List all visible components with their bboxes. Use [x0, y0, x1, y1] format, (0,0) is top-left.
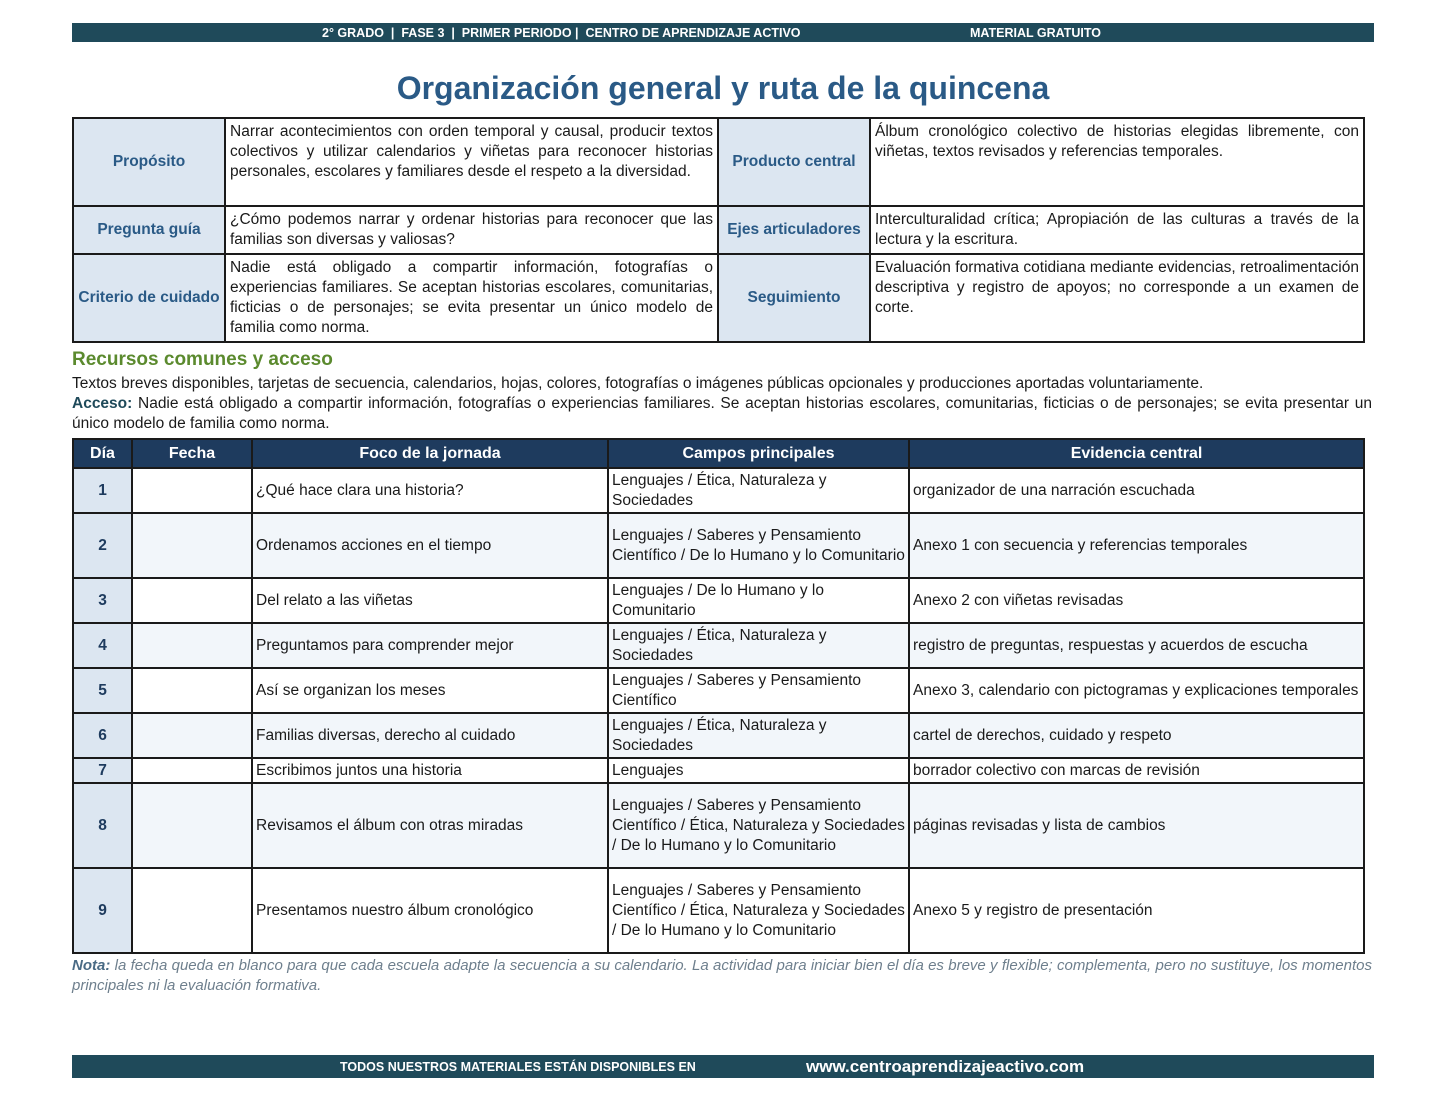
- table-row: [73, 758, 1364, 783]
- note-label: Nota:: [72, 957, 111, 974]
- proposito-text: Narrar acontecimientos con orden temporal y causal, producir textos colectivos y utilizar calendarios y viñetas para reconocer historias personales, escolares y familiares desde el respeto a la diversidad.: [225, 118, 718, 206]
- col-header-campos: Campos principales: [608, 439, 909, 468]
- page-title: Organización general y ruta de la quincena: [396, 70, 1050, 106]
- producto-text: Álbum cronológico colectivo de historias elegidas libremente, con viñetas, textos revisados y referencias temporales.: [870, 118, 1364, 206]
- evidence-cell: páginas revisadas y lista de cambios: [909, 783, 1364, 868]
- focus-cell: Escribimos juntos una historia: [252, 758, 608, 783]
- seguimiento-label: Seguimiento: [718, 254, 870, 342]
- table-row: [73, 783, 1364, 868]
- focus-cell: Presentamos nuestro álbum cronológico: [252, 868, 608, 953]
- date-cell: [132, 513, 252, 578]
- criterio-text: Nadie está obligado a compartir información, fotografías o experiencias familiares. Se aceptan historias escolares, comunitarias, ficticias o de personajes; se evita presentar un único modelo de familia como norma.: [225, 254, 718, 342]
- day-cell: 1: [73, 468, 132, 513]
- pregunta-label: Pregunta guía: [73, 206, 225, 254]
- date-cell: [132, 713, 252, 758]
- proposito-label: Propósito: [73, 118, 225, 206]
- fields-cell: Lenguajes / Ética, Naturaleza y Sociedades: [608, 623, 909, 668]
- focus-cell: Así se organizan los meses: [252, 668, 608, 713]
- resources-title: Recursos comunes y acceso: [72, 349, 333, 370]
- table-row: [73, 513, 1364, 578]
- day-cell: 9: [73, 868, 132, 953]
- fields-cell: Lenguajes / Ética, Naturaleza y Sociedades: [608, 713, 909, 758]
- header-bar: [72, 23, 1374, 42]
- evidence-cell: Anexo 3, calendario con pictogramas y explicaciones temporales: [909, 668, 1364, 713]
- fields-cell: Lenguajes: [608, 758, 909, 783]
- table-row: [73, 623, 1364, 668]
- date-cell: [132, 783, 252, 868]
- seguimiento-text: Evaluación formativa cotidiana mediante evidencias, retroalimentación descriptiva y registro de apoyos; no corresponde a un examen de corte.: [870, 254, 1364, 342]
- ejes-text: Interculturalidad crítica; Apropiación de las culturas a través de la lectura y la escritura.: [870, 206, 1364, 254]
- day-cell: 3: [73, 578, 132, 623]
- fields-cell: Lenguajes / Saberes y Pensamiento Científico / Ética, Naturaleza y Sociedades / De lo Humano y lo Comunitario: [608, 868, 909, 953]
- col-header-foco: Foco de la jornada: [252, 439, 608, 468]
- access-label: Acceso:: [72, 395, 133, 412]
- fields-cell: Lenguajes / De lo Humano y lo Comunitario: [608, 578, 909, 623]
- focus-cell: Del relato a las viñetas: [252, 578, 608, 623]
- col-header-evidencia: Evidencia central: [909, 439, 1364, 468]
- resources-text: [72, 374, 1372, 434]
- table-row: [73, 713, 1364, 758]
- day-cell: 7: [73, 758, 132, 783]
- table-row: [73, 868, 1364, 953]
- col-header-fecha: Fecha: [132, 439, 252, 468]
- day-cell: 5: [73, 668, 132, 713]
- plan-table: [72, 438, 1365, 954]
- note: [72, 956, 1372, 996]
- focus-cell: ¿Qué hace clara una historia?: [252, 468, 608, 513]
- focus-cell: Familias diversas, derecho al cuidado: [252, 713, 608, 758]
- evidence-cell: organizador de una narración escuchada: [909, 468, 1364, 513]
- criterio-label: Criterio de cuidado: [73, 254, 225, 342]
- header-free-material: MATERIAL GRATUITO: [970, 25, 1102, 40]
- table-row: [73, 578, 1364, 623]
- info-table: [72, 117, 1365, 343]
- resources-description: Textos breves disponibles, tarjetas de secuencia, calendarios, hojas, colores, fotografías o imágenes públicas opcionales y producciones aportadas voluntariamente.: [72, 375, 1204, 392]
- evidence-cell: Anexo 2 con viñetas revisadas: [909, 578, 1364, 623]
- date-cell: [132, 623, 252, 668]
- focus-cell: Revisamos el álbum con otras miradas: [252, 783, 608, 868]
- fields-cell: Lenguajes / Saberes y Pensamiento Científico: [608, 668, 909, 713]
- ejes-label: Ejes articuladores: [718, 206, 870, 254]
- evidence-cell: Anexo 1 con secuencia y referencias temporales: [909, 513, 1364, 578]
- col-header-dia: Día: [73, 439, 132, 468]
- evidence-cell: cartel de derechos, cuidado y respeto: [909, 713, 1364, 758]
- date-cell: [132, 468, 252, 513]
- date-cell: [132, 578, 252, 623]
- fields-cell: Lenguajes / Saberes y Pensamiento Científico / De lo Humano y lo Comunitario: [608, 513, 909, 578]
- evidence-cell: Anexo 5 y registro de presentación: [909, 868, 1364, 953]
- footer-text: TODOS NUESTROS MATERIALES ESTÁN DISPONIBLES EN: [340, 1060, 696, 1074]
- footer-url-link[interactable]: www.centroaprendizajeactivo.com: [806, 1057, 1085, 1076]
- table-row: [73, 668, 1364, 713]
- fields-cell: Lenguajes / Ética, Naturaleza y Sociedades: [608, 468, 909, 513]
- note-text: la fecha queda en blanco para que cada escuela adapte la secuencia a su calendario. La actividad para iniciar bien el día es breve y flexible; complementa, pero no sustituye, los momentos principales ni la evaluación formativa.: [72, 957, 1372, 994]
- access-text: Nadie está obligado a compartir información, fotografías o experiencias familiares. Se aceptan historias escolares, comunitarias, ficticias o de personajes; se evita presentar un único modelo de familia como norma.: [72, 395, 1372, 432]
- focus-cell: Ordenamos acciones en el tiempo: [252, 513, 608, 578]
- date-cell: [132, 668, 252, 713]
- table-row: [73, 468, 1364, 513]
- header-grade-info: 2° GRADO | FASE 3 | PRIMER PERIODO | CENTRO DE APRENDIZAJE ACTIVO: [322, 25, 801, 40]
- evidence-cell: registro de preguntas, respuestas y acuerdos de escucha: [909, 623, 1364, 668]
- focus-cell: Preguntamos para comprender mejor: [252, 623, 608, 668]
- day-cell: 6: [73, 713, 132, 758]
- day-cell: 4: [73, 623, 132, 668]
- day-cell: 2: [73, 513, 132, 578]
- producto-label: Producto central: [718, 118, 870, 206]
- footer-bar: [72, 1055, 1374, 1078]
- date-cell: [132, 758, 252, 783]
- date-cell: [132, 868, 252, 953]
- pregunta-text: ¿Cómo podemos narrar y ordenar historias para reconocer que las familias son diversas y valiosas?: [225, 206, 718, 254]
- fields-cell: Lenguajes / Saberes y Pensamiento Científico / Ética, Naturaleza y Sociedades / De lo Humano y lo Comunitario: [608, 783, 909, 868]
- evidence-cell: borrador colectivo con marcas de revisión: [909, 758, 1364, 783]
- day-cell: 8: [73, 783, 132, 868]
